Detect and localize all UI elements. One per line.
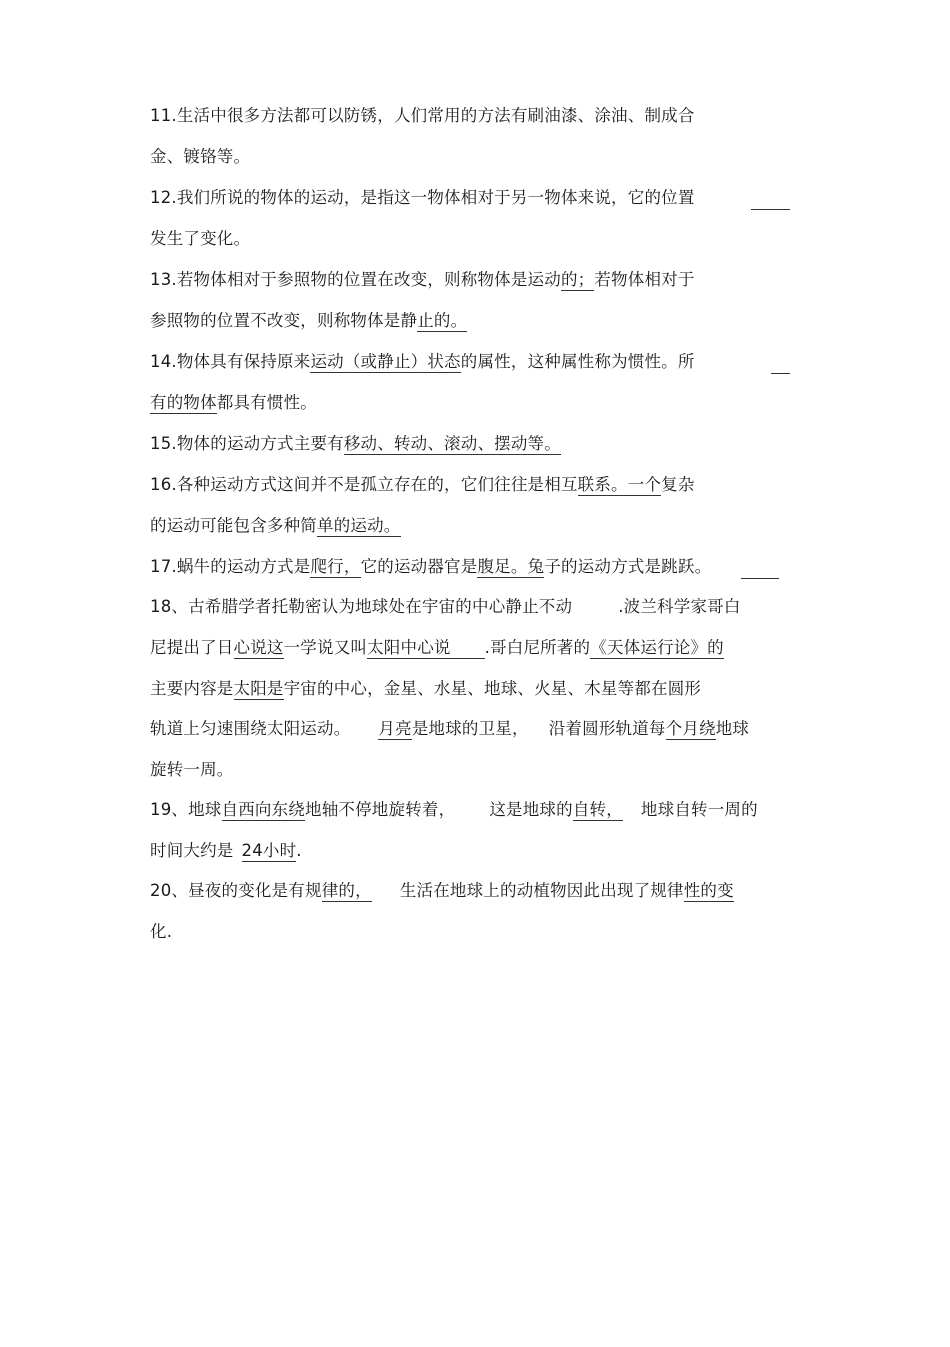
question-18-line-2: 尼提出了日心说这一学说又叫太阳中心说 .哥白尼所著的《天体运行论》的 — [150, 638, 724, 657]
answer-underline: 止的。 — [417, 311, 468, 330]
answer-underline: 律的， — [321, 881, 372, 900]
answer-underline: 24小时 — [241, 841, 297, 860]
question-19-line-1: 19、地球自西向东绕地轴不停地旋转着， 这是地球的自转， 地球自转一周的 — [150, 800, 758, 819]
answer-underline: 月亮 — [378, 719, 412, 738]
question-11-line-1: 11.生活中很多方法都可以防锈，人们常用的方法有刷油漆、涂油、制成合 — [150, 106, 695, 125]
answer-underline: 个月绕 — [665, 719, 716, 738]
question-13-line-1: 13.若物体相对于参照物的位置在改变，则称物体是运动的；若物体相对于 — [150, 270, 695, 289]
answer-underline: 太阳中心说 — [367, 638, 451, 657]
answer-underline: 太阳是 — [233, 679, 284, 698]
question-15-line-1: 15.物体的运动方式主要有移动、转动、滚动、摆动等。 — [150, 434, 561, 453]
question-12-line-2: 发生了变化。 — [150, 229, 251, 248]
question-16-line-2: 的运动可能包含多种简单的运动。 — [150, 516, 401, 535]
answer-underline: 自转， — [572, 800, 623, 819]
answer-blank — [771, 351, 790, 374]
question-18-line-3: 主要内容是太阳是宇宙的中心，金星、水星、地球、火星、木星等都在圆形 — [150, 679, 702, 698]
question-19-line-2: 时间大约是 24小时. — [150, 841, 302, 860]
answer-underline: 自西向东绕 — [221, 800, 305, 819]
question-12-line-1: 12.我们所说的物体的运动，是指这一物体相对于另一物体来说，它的位置 — [150, 188, 695, 207]
answer-underline: 单的运动。 — [317, 516, 401, 535]
question-13-line-2: 参照物的位置不改变，则称物体是静止的。 — [150, 311, 468, 330]
answer-underline: 运动（或静止）状态 — [310, 352, 461, 371]
question-11-line-2: 金、镀铬等。 — [150, 147, 251, 166]
question-14-line-1: 14.物体具有保持原来运动（或静止）状态的属性，这种属性称为惯性。所 — [150, 352, 695, 371]
answer-underline: 心说这 — [233, 638, 284, 657]
question-16-line-1: 16.各种运动方式这间并不是孤立存在的，它们往往是相互联系。一个复杂 — [150, 475, 695, 494]
answer-underline: 联系。一个 — [577, 475, 662, 494]
question-14-line-2: 有的物体都具有惯性。 — [150, 393, 318, 412]
answer-blank — [451, 640, 485, 659]
question-18-line-1: 18、古希腊学者托勒密认为地球处在宇宙的中心静止不动 .波兰科学家哥白 — [150, 597, 741, 616]
answer-blank — [741, 556, 779, 579]
question-18-line-5: 旋转一周。 — [150, 760, 234, 779]
answer-underline: 性的变 — [683, 881, 734, 900]
answer-underline: 有的物体 — [150, 393, 217, 412]
question-18-line-4: 轨道上匀速围绕太阳运动。 月亮是地球的卫星， 沿着圆形轨道每个月绕地球 — [150, 719, 750, 738]
question-20-line-1: 20、昼夜的变化是有规律的， 生活在地球上的动植物因此出现了规律性的变 — [150, 881, 734, 900]
question-17-line-1: 17.蜗牛的运动方式是爬行，它的运动器官是腹足。兔子的运动方式是跳跃。 — [150, 557, 712, 576]
answer-underline: 爬行， — [310, 557, 361, 576]
answer-underline: 移动、转动、滚动、摆动等。 — [343, 434, 561, 453]
question-20-line-2: 化. — [150, 922, 173, 941]
answer-underline: 腹足。兔 — [477, 557, 545, 576]
answer-underline: 的； — [560, 270, 595, 289]
answer-blank — [751, 187, 790, 210]
answer-underline: 《天体运行论》的 — [590, 638, 724, 657]
